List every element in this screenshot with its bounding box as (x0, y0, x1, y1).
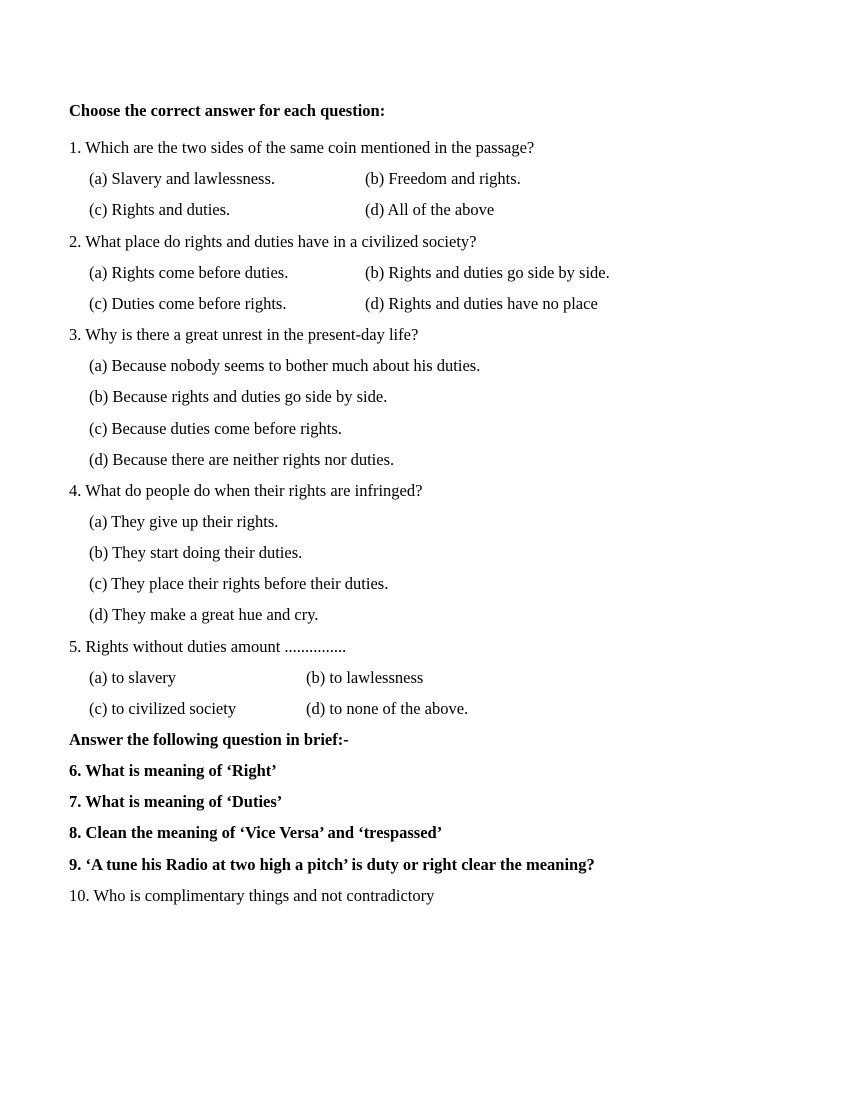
question-8: 8. Clean the meaning of ‘Vice Versa’ and ‘trespassed’ (69, 823, 443, 842)
q1-option-a: (a) Slavery and lawlessness. (89, 169, 276, 188)
q4-option-d: (d) They make a great hue and cry. (89, 605, 319, 624)
q2-option-c: (c) Duties come before rights. (89, 294, 287, 313)
section2-heading: Answer the following question in brief:- (69, 730, 349, 749)
q3-option-c: (c) Because duties come before rights. (89, 419, 342, 438)
q4-option-c: (c) They place their rights before their duties. (89, 574, 389, 593)
question-10: 10. Who is complimentary things and not contradictory (69, 886, 435, 905)
question-5: 5. Rights without duties amount ............... (69, 637, 347, 656)
question-3: 3. Why is there a great unrest in the present-day life? (69, 325, 419, 344)
question-4: 4. What do people do when their rights are infringed? (69, 481, 423, 500)
q2-option-d: (d) Rights and duties have no place (365, 294, 598, 313)
question-1: 1. Which are the two sides of the same coin mentioned in the passage? (69, 138, 535, 157)
q3-option-d: (d) Because there are neither rights nor duties. (89, 450, 395, 469)
q3-option-a: (a) Because nobody seems to bother much about his duties. (89, 356, 481, 375)
q1-option-b: (b) Freedom and rights. (365, 169, 521, 188)
q4-option-a: (a) They give up their rights. (89, 512, 279, 531)
q2-option-a: (a) Rights come before duties. (89, 263, 289, 282)
question-7: 7. What is meaning of ‘Duties’ (69, 792, 283, 811)
question-2: 2. What place do rights and duties have in a civilized society? (69, 232, 477, 251)
section1-heading: Choose the correct answer for each question: (69, 101, 386, 120)
q5-option-a: (a) to slavery (89, 668, 177, 687)
q2-option-b: (b) Rights and duties go side by side. (365, 263, 610, 282)
q5-option-b: (b) to lawlessness (306, 668, 424, 687)
q3-option-b: (b) Because rights and duties go side by side. (89, 387, 388, 406)
q1-option-c: (c) Rights and duties. (89, 200, 231, 219)
q1-option-d: (d) All of the above (365, 200, 495, 219)
q4-option-b: (b) They start doing their duties. (89, 543, 303, 562)
question-9: 9. ‘A tune his Radio at two high a pitch’ is duty or right clear the meaning? (69, 855, 595, 874)
q5-option-d: (d) to none of the above. (306, 699, 469, 718)
question-6: 6. What is meaning of ‘Right’ (69, 761, 277, 780)
q5-option-c: (c) to civilized society (89, 699, 237, 718)
